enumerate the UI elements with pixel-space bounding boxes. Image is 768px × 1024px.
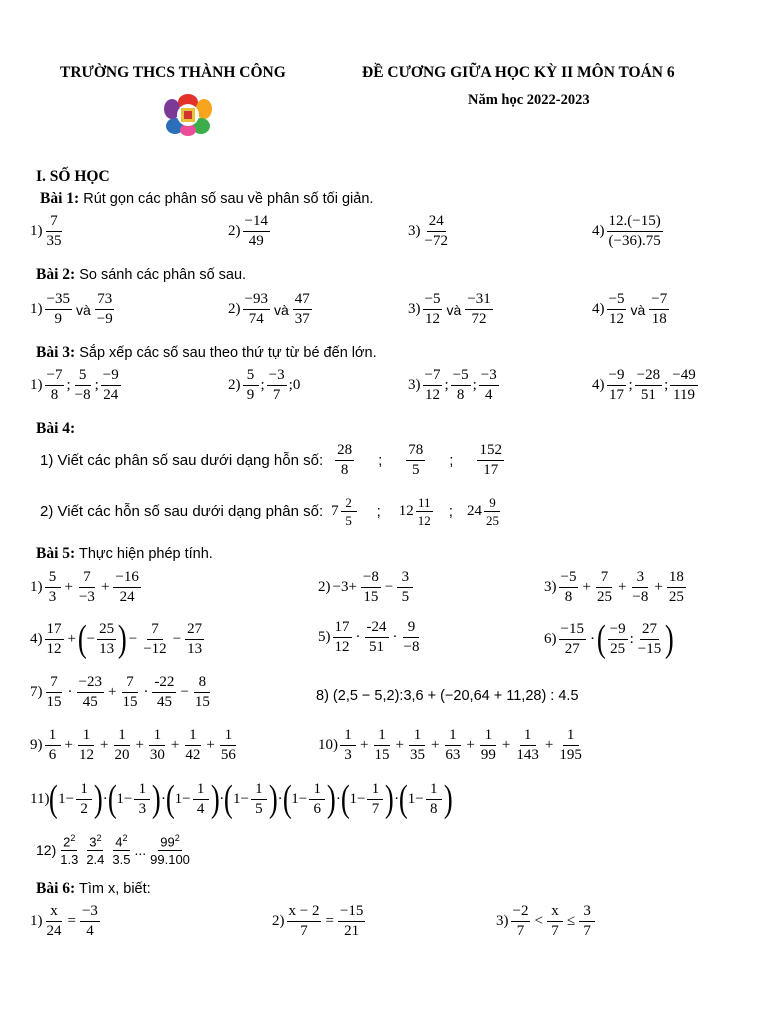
and-word: và bbox=[446, 301, 462, 318]
b3-item-3: 3) $\frac{-7}{12}$ ; $\frac{-5}{8}$ ; $\frac{-3}{4}$ bbox=[408, 367, 497, 403]
numerator: −31 bbox=[465, 292, 492, 310]
numerator: 47 bbox=[293, 292, 312, 310]
item-index: 1) bbox=[30, 223, 43, 239]
denominator: 18 bbox=[651, 311, 667, 327]
numerator: 28 bbox=[335, 443, 354, 461]
school-year: Năm học 2022-2023 bbox=[468, 92, 590, 108]
numerator: 24 bbox=[427, 214, 446, 232]
numerator: 7 bbox=[46, 214, 62, 232]
numerator: −35 bbox=[45, 292, 72, 310]
denominator: 74 bbox=[248, 311, 264, 327]
item-index: 1) bbox=[30, 301, 43, 317]
b1-item-4 bbox=[592, 214, 665, 249]
b5-expr-12: 12) $\frac{2^2}{1.3}$ $\frac{3^2}{2.4}$ $\frac{4^2}{3.5}$ ... $\frac{99^2}{99.100}$ bbox=[36, 833, 190, 868]
exercise-4-prompt bbox=[36, 420, 75, 438]
denominator: −8 bbox=[74, 387, 91, 403]
numerator: −49 bbox=[670, 368, 697, 386]
exercise-label: Bài 1: bbox=[40, 190, 80, 207]
item-index: 5) bbox=[318, 629, 331, 645]
numerator: −7 bbox=[649, 292, 669, 310]
numerator: −9 bbox=[101, 368, 121, 386]
numerator: −5 bbox=[423, 292, 443, 310]
denominator: 8 bbox=[50, 387, 59, 403]
item-index: 3) bbox=[544, 579, 557, 595]
zero: 0 bbox=[292, 377, 301, 393]
numerator: −28 bbox=[635, 368, 662, 386]
denominator: 35 bbox=[46, 233, 62, 249]
item-index: 4) bbox=[30, 630, 43, 647]
item-index: 2) bbox=[228, 223, 241, 239]
separator: ; bbox=[449, 452, 454, 469]
mixed-number: 7 $\frac{2}{5}$ bbox=[331, 496, 359, 527]
numerator: −5 bbox=[607, 292, 627, 310]
denominator: 7 bbox=[272, 387, 281, 403]
b2-item-3 bbox=[408, 292, 495, 327]
exercise-label: Bài 2: bbox=[36, 266, 76, 283]
item-index: 11) bbox=[30, 790, 50, 807]
b6-item-3: 3) $\frac{-2}{7}$ < $\frac{x}{7}$ ≤ $\frac{3}{7}$ bbox=[496, 904, 597, 939]
b5-expr-8: 8) (2,5 − 5,2):3,6 + (−20,64 + 11,28) : 4.5 bbox=[316, 688, 579, 704]
exercise-label: Bài 5: bbox=[36, 545, 76, 562]
b4-line-2 bbox=[40, 496, 503, 527]
section-heading: I. SỐ HỌC bbox=[36, 168, 110, 185]
denominator: 9 bbox=[246, 387, 255, 403]
numerator: 73 bbox=[95, 292, 114, 310]
exercise-5-prompt bbox=[36, 545, 213, 563]
b5-expr-4: 4) $\frac{17}{12}$ + ( − $\frac{25}{13}$ ) − $\frac{7}{-12}$ − $\frac{27}{13}$ bbox=[30, 618, 203, 660]
item-index: 4) bbox=[592, 301, 605, 317]
numerator: −9 bbox=[607, 368, 627, 386]
exercise-text: Thực hiện phép tính. bbox=[78, 546, 213, 562]
denominator: 12 bbox=[424, 387, 440, 403]
denominator: 24 bbox=[103, 387, 119, 403]
denominator: 119 bbox=[673, 387, 695, 403]
b2-item-1 bbox=[30, 292, 117, 327]
b3-item-1: 1) $\frac{-7}{8}$ ; $\frac{5}{-8}$ ; $\frac{-9}{24}$ bbox=[30, 367, 119, 403]
denominator: 72 bbox=[471, 311, 487, 327]
instruction-text: 2) Viết các hỗn số sau dưới dạng phân số: bbox=[40, 503, 324, 520]
school-logo bbox=[163, 94, 213, 136]
denominator: 8 bbox=[456, 387, 465, 403]
item-index: 3) bbox=[408, 223, 421, 239]
item-index: 1) bbox=[30, 579, 43, 595]
b5-expr-6: 6) $\frac{-15}{27}$ · ( $\frac{-9}{25}$ : $\frac{27}{-15}$ ) bbox=[544, 618, 674, 660]
and-word: và bbox=[630, 301, 646, 318]
item-index: 9) bbox=[30, 737, 43, 753]
denominator: 49 bbox=[248, 233, 264, 249]
b5-expr-5: 5) $\frac{17}{12}$ · $\frac{-24}{51}$ · $\frac{9}{-8}$ bbox=[318, 619, 420, 655]
exercise-text: Rút gọn các phân số sau về phân số tối giản. bbox=[83, 191, 374, 207]
b5-expr-11: 11) ( 1− $\frac{1}{2}$ ) · ( 1− $\frac{1}{3}$ ) · ( 1− $\frac{1}{4}$ ) · ( 1− $\frac{1}{5}$ ) · ( 1− $\frac{1}{6}$ ) · ( 1− $\frac{1}{7}$ ) · ( 1− $\frac{1}{8}$ ) bbox=[30, 778, 453, 820]
denominator: 9 bbox=[54, 311, 62, 327]
denominator: 8 bbox=[340, 462, 349, 478]
item-index: 10) bbox=[318, 737, 338, 753]
item-index: 4) bbox=[592, 223, 605, 239]
item-index: 2) bbox=[228, 301, 241, 317]
item-index: 3) bbox=[496, 913, 509, 929]
denominator: 17 bbox=[608, 387, 624, 403]
b2-item-2 bbox=[228, 292, 314, 327]
exercise-6-prompt bbox=[36, 880, 151, 898]
exercise-text: Tìm x, biết: bbox=[78, 881, 151, 897]
item-index: 2) bbox=[318, 579, 331, 595]
b5-expr-9: 9) $\frac{1}{6}$ + $\frac{1}{12}$ + $\frac{1}{20}$ + $\frac{1}{30}$ + $\frac{1}{42}$ + $\frac{1}{56}$ bbox=[30, 727, 236, 763]
instruction-text: 1) Viết các phân số sau dưới dạng hỗn số: bbox=[40, 452, 324, 469]
b5-expr-7: 7) $\frac{7}{15}$ · $\frac{-23}{45}$ + $\frac{7}{15}$ · $\frac{-22}{45}$ − $\frac{8}{15}$ bbox=[30, 674, 210, 710]
denominator: 4 bbox=[485, 387, 493, 403]
b1-item-1 bbox=[30, 214, 66, 249]
denominator: −9 bbox=[96, 311, 113, 327]
item-index: 12) bbox=[36, 842, 57, 859]
item-index: 7) bbox=[30, 684, 43, 700]
separator: ; bbox=[378, 452, 383, 469]
denominator: 17 bbox=[483, 462, 499, 478]
b4-line-1 bbox=[40, 443, 506, 478]
b5-expr-1: 1) $\frac{5}{3}$ + $\frac{7}{-3}$ + $\frac{-16}{24}$ bbox=[30, 569, 139, 605]
numerator: −7 bbox=[423, 368, 443, 386]
item-index: 2) bbox=[272, 913, 285, 929]
separator: ; bbox=[448, 503, 453, 520]
exercise-text: So sánh các phân số sau. bbox=[79, 267, 247, 283]
b3-item-4: 4) $\frac{-9}{17}$ ; $\frac{-28}{51}$ ; $\frac{-49}{119}$ bbox=[592, 367, 696, 403]
denominator: 12 bbox=[608, 311, 624, 327]
denominator: (−36).75 bbox=[608, 233, 661, 249]
numerator: 5 bbox=[75, 368, 91, 386]
b1-item-3 bbox=[408, 214, 452, 249]
item-index: 1) bbox=[30, 913, 43, 929]
numerator: −14 bbox=[243, 214, 270, 232]
numerator: 5 bbox=[243, 368, 259, 386]
exercise-label: Bài 3: bbox=[36, 344, 76, 361]
numerator: −93 bbox=[243, 292, 270, 310]
mixed-number: 12 $\frac{11}{12}$ bbox=[398, 495, 431, 528]
b5-expr-2: 2) −3+ $\frac{-8}{15}$ − $\frac{3}{5}$ bbox=[318, 570, 415, 605]
item-index: 4) bbox=[592, 377, 605, 393]
b6-item-1: 1) $\frac{x}{24}$ = $\frac{-3}{4}$ bbox=[30, 903, 98, 939]
exercise-2-prompt bbox=[36, 266, 246, 284]
item-index: 6) bbox=[544, 630, 557, 647]
denominator: 12 bbox=[424, 311, 440, 327]
denominator: 5 bbox=[412, 462, 420, 478]
item-index: 2) bbox=[228, 377, 241, 393]
and-word: và bbox=[273, 301, 289, 318]
b5-expr-3: 3) $\frac{-5}{8}$ + $\frac{7}{25}$ + $\frac{3}{-8}$ + $\frac{18}{25}$ bbox=[544, 569, 684, 605]
item-index: 3) bbox=[408, 377, 421, 393]
numerator: −3 bbox=[267, 368, 287, 386]
numerator: −3 bbox=[479, 368, 499, 386]
denominator: 37 bbox=[294, 311, 310, 327]
mixed-number: 24 $\frac{9}{25}$ bbox=[466, 495, 499, 528]
b2-item-4 bbox=[592, 292, 671, 327]
numerator: 12.(−15) bbox=[607, 214, 663, 232]
denominator: 51 bbox=[640, 387, 656, 403]
exercise-label: Bài 6: bbox=[36, 880, 76, 897]
b6-item-2: 2) $\frac{x - 2}{7}$ = $\frac{-15}{21}$ bbox=[272, 903, 364, 939]
b1-item-2 bbox=[228, 214, 272, 249]
numerator: −7 bbox=[45, 368, 65, 386]
exercise-3-prompt bbox=[36, 344, 377, 362]
numerator: 78 bbox=[406, 443, 425, 461]
document-title: ĐỀ CƯƠNG GIỮA HỌC KỲ II MÔN TOÁN 6 bbox=[362, 64, 675, 81]
item-index: 1) bbox=[30, 377, 43, 393]
b3-item-2: 2) $\frac{5}{9}$ ; $\frac{-3}{7}$ ; 0 bbox=[228, 367, 301, 403]
exercise-label: Bài 4: bbox=[36, 420, 76, 437]
numerator: 152 bbox=[477, 443, 504, 461]
exercise-text: Sắp xếp các số sau theo thứ tự từ bé đến lớn. bbox=[79, 345, 377, 361]
b5-expr-10: 10) $\frac{1}{3}$ + $\frac{1}{15}$ + $\frac{1}{35}$ + $\frac{1}{63}$ + $\frac{1}{99}$ + $\frac{1}{143}$ + $\frac{1}{195}$ bbox=[318, 727, 582, 763]
numerator: −5 bbox=[451, 368, 471, 386]
denominator: −72 bbox=[424, 233, 448, 249]
exercise-1-prompt bbox=[40, 190, 373, 208]
separator: ; bbox=[376, 503, 381, 520]
school-name: TRƯỜNG THCS THÀNH CÔNG bbox=[60, 64, 286, 81]
item-index: 3) bbox=[408, 301, 421, 317]
and-word: và bbox=[75, 301, 91, 318]
